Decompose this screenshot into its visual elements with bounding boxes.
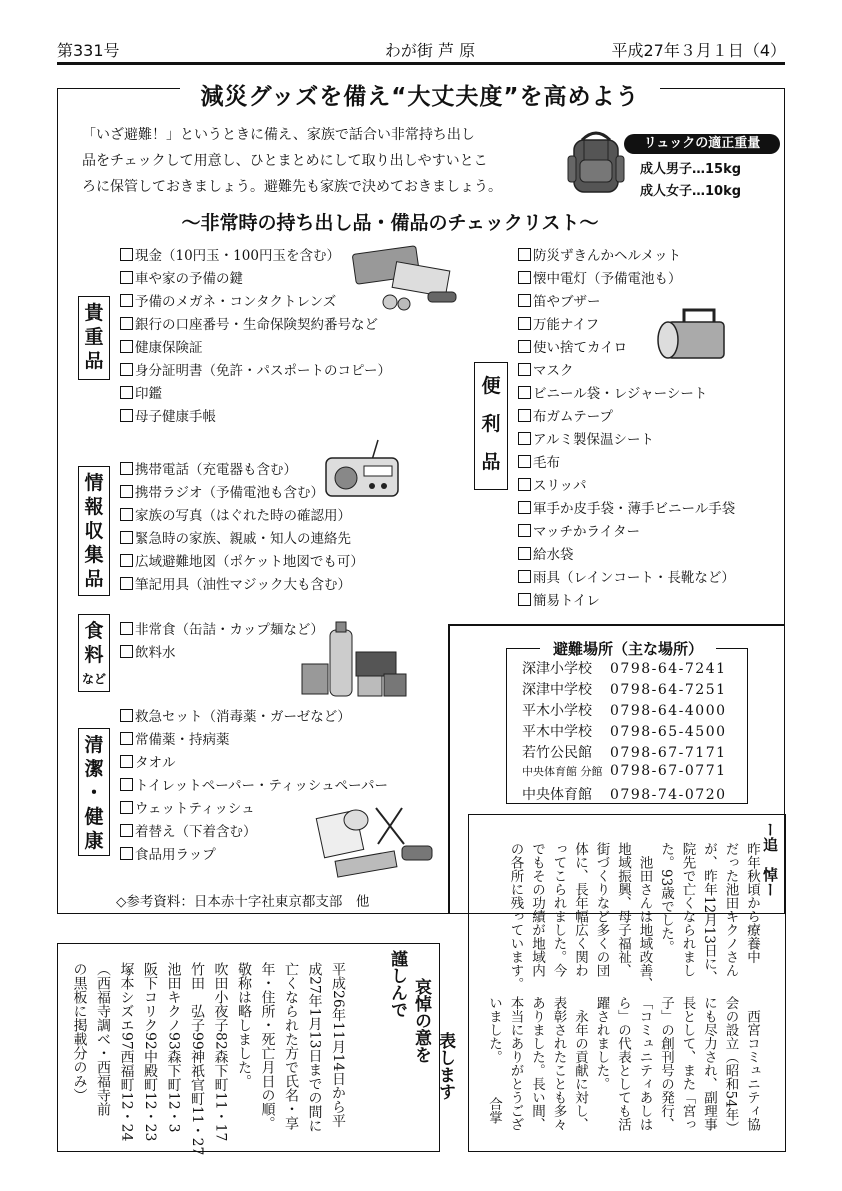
category-char: 貴 — [84, 302, 104, 324]
evac-name: 平木中学校 — [522, 724, 592, 740]
checklist-item-label: 身分証明書（免許・パスポートのコピー） — [135, 363, 391, 379]
checkbox[interactable] — [120, 317, 133, 330]
evac-name: 中央体育館 — [522, 787, 592, 803]
checkbox[interactable] — [518, 363, 531, 376]
checkbox[interactable] — [518, 271, 531, 284]
checklist-item-label: 家族の写真（はぐれた時の確認用） — [135, 508, 351, 524]
checklist-item-label: 携帯電話（充電器も含む） — [135, 462, 297, 478]
backpack-weight-female: 成人女子…10kg — [640, 184, 742, 199]
checklist-item[interactable] — [518, 475, 735, 498]
checklist-item-label: 万能ナイフ — [533, 317, 600, 333]
evac-name: 深津小学校 — [522, 661, 592, 677]
obituary-column: 街づくりなど多くの団 — [593, 842, 610, 977]
checklist-item[interactable] — [518, 498, 735, 521]
checkbox[interactable] — [518, 501, 531, 514]
intro-line: 「いざ避難！」というときに備え、家族で話合い非常持ち出し — [82, 127, 475, 143]
checklist-item[interactable] — [518, 360, 735, 383]
checklist-item[interactable] — [120, 406, 391, 429]
checklist-item-label: 予備のメガネ・コンタクトレンズ — [135, 294, 337, 310]
checkbox[interactable] — [518, 248, 531, 261]
condolence-heading-3: 表します — [435, 1032, 455, 1100]
condolence-heading-2: 哀悼の意を — [411, 978, 431, 1063]
evac-row — [522, 721, 742, 741]
checklist-item-label: タオル — [135, 755, 176, 771]
checkbox[interactable] — [120, 778, 133, 791]
checklist-item-label: 非常食（缶詰・カップ麺など） — [135, 622, 324, 638]
obituary-column: 院先で亡くなられまし — [679, 842, 696, 977]
checkbox[interactable] — [120, 709, 133, 722]
obituary-column: 本当にありがとうござ — [507, 996, 524, 1131]
category-char: 料 — [84, 644, 104, 666]
checklist-item[interactable] — [120, 383, 391, 406]
checklist-item-label: スリッパ — [533, 478, 587, 494]
evac-name: 中央体育館 分館 — [522, 765, 603, 778]
condolence-column: 成27年1月13日までの間に — [306, 962, 323, 1133]
category-char: 情 — [84, 472, 104, 494]
checklist-item-label: ビニール袋・レジャーシート — [533, 386, 708, 402]
food-cans-icon — [298, 622, 410, 700]
checklist-item-label: アルミ製保温シート — [533, 432, 654, 448]
obituary-column: 会の設立（昭和54年） — [722, 996, 739, 1135]
checkbox[interactable] — [120, 732, 133, 745]
checkbox[interactable] — [518, 524, 531, 537]
checklist-item-label: マスク — [533, 363, 574, 379]
checklist-item[interactable] — [518, 406, 735, 429]
checklist-item-label: 車や家の予備の鍵 — [135, 271, 243, 287]
condolence-column: 平成26年11月14日から平 — [330, 962, 346, 1128]
checklist-item-label: 現金（10円玉・100円玉を含む） — [135, 248, 340, 264]
category-info — [78, 466, 110, 596]
checkbox[interactable] — [120, 801, 133, 814]
checkbox[interactable] — [120, 294, 133, 307]
category-char: 清 — [84, 734, 104, 756]
checklist-item-label: 着替え（下着含む） — [135, 824, 257, 840]
issue-number: 第331号 — [57, 41, 120, 60]
radio-icon — [322, 440, 402, 498]
backpack-weight-male: 成人男子…15kg — [640, 162, 742, 177]
evac-name: 若竹公民館 — [522, 745, 592, 761]
condolence-column: 敬称は略しました。 — [236, 962, 252, 1088]
evac-top-rule — [448, 624, 785, 626]
checklist-item-label: 母子健康手帳 — [135, 409, 216, 425]
evac-row — [522, 658, 742, 678]
paper-name: わが街 芦 原 — [384, 41, 476, 60]
checklist-title: 〜非常時の持ち出し品・備品のチェックリスト〜 — [181, 212, 599, 234]
checklist-item[interactable] — [120, 551, 364, 574]
category-food — [78, 614, 110, 692]
condolence-column: 阪下コリク92中殿町12・23 — [142, 962, 158, 1142]
reference-note: ◇参考資料：日本赤十字社東京都支部 他 — [116, 894, 370, 910]
evac-row — [522, 742, 742, 762]
evac-name: 平木小学校 — [522, 703, 592, 719]
checklist-item-label: 給水袋 — [533, 547, 574, 563]
checklist-item[interactable] — [120, 505, 364, 528]
checkbox[interactable] — [120, 824, 133, 837]
obituary-column: 池田さんは地域改善、 — [636, 842, 653, 991]
obituary-column: の各所に残っています。 — [507, 842, 524, 991]
obituary-column: ってこられました。今 — [550, 842, 567, 977]
category-char: 品 — [84, 350, 104, 372]
checklist-item-label: 食品用ラップ — [135, 847, 216, 863]
checklist-item[interactable] — [120, 752, 388, 775]
checkbox[interactable] — [518, 432, 531, 445]
obituary-column: 西宮コミュニティ協 — [744, 996, 760, 1131]
issue-date: 平成27年３月１日（4） — [611, 41, 786, 60]
checklist-item-label: トイレットペーパー・ティッシュペーパー — [135, 778, 388, 794]
condolence-column: の黒板に掲載分のみ） — [71, 962, 88, 1102]
intro-line: 品をチェックして用意し、ひとまとめにして取り出しやすいとこ — [82, 153, 488, 169]
checkbox[interactable] — [120, 485, 133, 498]
checkbox[interactable] — [120, 645, 133, 658]
checklist-item-label: 軍手か皮手袋・薄手ビニール手袋 — [533, 501, 736, 517]
evac-name: 深津中学校 — [522, 682, 592, 698]
obituary-heading: ー追 悼ー — [761, 822, 779, 897]
checklist-item-label: 毛布 — [533, 455, 560, 471]
condolence-column: 竹田 弘子99神祇官町11・27 — [189, 962, 205, 1156]
category-convenience — [474, 362, 508, 490]
obituary-column: 子」の創刊号の発行、 — [658, 996, 674, 1131]
category-char-small: など — [81, 672, 106, 686]
evac-phone: 0798-64-4000 — [610, 703, 727, 719]
checklist-item[interactable] — [120, 314, 391, 337]
checkbox[interactable] — [120, 340, 133, 353]
obituary-column: 「コミュニティあしは — [636, 996, 653, 1131]
checklist-item-label: マッチかライター — [533, 524, 641, 540]
obituary-column: が、昨年12月13日に、 — [701, 842, 717, 985]
checklist-item[interactable] — [518, 590, 735, 613]
obituary-column: にも尽力され、副理事 — [701, 996, 717, 1131]
evac-phone: 0798-74-0720 — [610, 787, 727, 803]
obituary-column: だった池田キクノさん — [722, 842, 739, 977]
backpack-weight-label: リュックの適正重量 — [624, 134, 780, 154]
checkbox[interactable] — [120, 531, 133, 544]
checklist-item-label: 簡易トイレ — [533, 593, 600, 609]
checkbox[interactable] — [120, 271, 133, 284]
checkbox[interactable] — [518, 593, 531, 606]
main-title: 減災グッズを備え“大丈夫度”を高めよう — [180, 78, 660, 111]
checkbox[interactable] — [518, 386, 531, 399]
checkbox[interactable] — [518, 455, 531, 468]
evac-phone: 0798-64-7251 — [610, 682, 727, 698]
checklist-item[interactable] — [120, 642, 324, 665]
checklist-item[interactable] — [518, 452, 735, 475]
category-char: 重 — [84, 326, 104, 348]
obituary-column: 地域振興、母子福祉、 — [615, 842, 631, 977]
checkbox[interactable] — [120, 386, 133, 399]
category-char: 潔 — [84, 758, 104, 780]
backpack-icon — [566, 126, 626, 196]
obituary-column: ありました。長い間、 — [529, 996, 545, 1131]
condolence-heading-1: 謹しんで — [387, 950, 407, 1018]
checklist-item-label: 防災ずきんかヘルメット — [533, 248, 682, 264]
checklist-item[interactable] — [120, 729, 388, 752]
checklist-item-label: 緊急時の家族、親戚・知人の連絡先 — [135, 531, 351, 547]
first-aid-icon — [316, 800, 436, 882]
condolence-column: （西福寺調べ・西福寺前 — [95, 962, 111, 1116]
checklist-item[interactable] — [120, 337, 391, 360]
checklist-item-label: ウェットティッシュ — [135, 801, 255, 817]
convenience-list — [518, 245, 735, 613]
category-char: ・ — [84, 782, 104, 804]
obituary-column: 永年の貢献に対し、 — [572, 996, 588, 1131]
condolence-column: 池田キクノ93森下町12・3 — [165, 962, 182, 1133]
checklist-item-label: 懐中電灯（予備電池も） — [533, 271, 682, 287]
checklist-item-label: 使い捨てカイロ — [533, 340, 628, 356]
checkbox[interactable] — [120, 462, 133, 475]
evac-phone: 0798-67-0771 — [610, 763, 727, 779]
checklist-item-label: 広域避難地図（ポケット地図でも可） — [135, 554, 364, 570]
checklist-item-label: 常備薬・持病薬 — [135, 732, 230, 748]
condolence-column: 亡くなられた方で氏名・享 — [283, 962, 299, 1130]
checklist-item-label: 銀行の口座番号・生命保険契約番号など — [135, 317, 378, 333]
checkbox[interactable] — [120, 622, 133, 635]
category-char: 利 — [481, 413, 501, 435]
flashlight-icon — [654, 308, 728, 362]
category-char: 報 — [84, 496, 104, 518]
evac-row — [522, 784, 742, 804]
condolence-column: 塚本シズエ97西福町12・24 — [118, 962, 135, 1142]
category-valuables — [78, 296, 110, 380]
evac-row — [522, 763, 742, 779]
category-char: 健 — [84, 806, 104, 828]
obituary-column: 昨年秋頃から療養中 — [744, 842, 760, 964]
food-list — [120, 619, 324, 665]
checklist-item[interactable] — [518, 268, 735, 291]
checkbox[interactable] — [120, 508, 133, 521]
checklist-item-label: 雨具（レインコート・長靴など） — [533, 570, 735, 586]
obituary-column: 長として、また「宮っ — [679, 996, 696, 1131]
evac-title: 避難場所（主な場所） — [540, 638, 716, 659]
checklist-item[interactable] — [120, 574, 364, 597]
category-char: 食 — [84, 620, 104, 642]
category-hygiene — [78, 728, 110, 856]
checklist-item[interactable] — [120, 528, 364, 551]
checklist-item-label: 布ガムテープ — [533, 409, 614, 425]
checklist-item-label: 笛やブザー — [533, 294, 601, 310]
obituary-column: ら」の代表としても活 — [615, 996, 631, 1131]
checklist-item-label: 印鑑 — [135, 386, 162, 402]
evac-phone: 0798-67-7171 — [610, 745, 727, 761]
checklist-item[interactable] — [518, 245, 735, 268]
checkbox[interactable] — [120, 409, 133, 422]
checkbox[interactable] — [120, 577, 133, 590]
evac-side — [784, 88, 786, 626]
checklist-item[interactable] — [120, 775, 388, 798]
evac-phone: 0798-64-7241 — [610, 661, 727, 677]
intro-text — [82, 122, 542, 200]
intro-line: ろに保管しておきましょう。避難先も家族で決めておきましょう。 — [82, 179, 502, 195]
evac-row — [522, 700, 742, 720]
category-char: 品 — [481, 451, 501, 473]
obituary-column: 体に、長年幅広く関わ — [572, 842, 588, 977]
evac-left-rule — [448, 624, 450, 914]
checkbox[interactable] — [120, 363, 133, 376]
checkbox[interactable] — [518, 409, 531, 422]
obituary-column: 躍されました。 — [593, 996, 610, 1091]
obituary-column: た。93歳でした。 — [658, 842, 674, 954]
checklist-item-label: 救急セット（消毒薬・ガーゼなど） — [135, 709, 351, 725]
checklist-item[interactable] — [120, 360, 391, 383]
category-char: 集 — [84, 544, 104, 566]
checklist-item[interactable] — [518, 429, 735, 452]
checkbox[interactable] — [518, 478, 531, 491]
checkbox[interactable] — [518, 547, 531, 560]
obituary-column: でもその功績が地域内 — [529, 842, 545, 977]
evac-row — [522, 679, 742, 699]
checkbox[interactable] — [518, 340, 531, 353]
checkbox[interactable] — [518, 570, 531, 583]
condolence-column: 年・住所・死亡月日の順。 — [259, 962, 276, 1130]
checklist-item-label: 携帯ラジオ（予備電池も含む） — [135, 485, 324, 501]
evac-phone: 0798-65-4500 — [610, 724, 727, 740]
checklist-item-label: 健康保険証 — [135, 340, 203, 356]
checkbox[interactable] — [120, 847, 133, 860]
checkbox[interactable] — [120, 248, 133, 261]
category-char: 品 — [84, 568, 104, 590]
checklist-item[interactable] — [518, 383, 735, 406]
obituary-column: いました。 合掌 — [486, 996, 502, 1125]
checklist-item[interactable] — [518, 521, 735, 544]
obituary-column: 表彰されたことも多々 — [550, 996, 567, 1131]
checkbox[interactable] — [518, 294, 531, 307]
checkbox[interactable] — [120, 755, 133, 768]
checklist-item-label: 筆記用具（油性マジック大も含む） — [135, 577, 351, 593]
checklist-item[interactable] — [518, 567, 735, 590]
checklist-item[interactable] — [120, 619, 324, 642]
checklist-item[interactable] — [120, 706, 388, 729]
header-rule — [57, 62, 785, 65]
category-char: 収 — [84, 520, 104, 542]
checklist-item[interactable] — [518, 544, 735, 567]
checkbox[interactable] — [518, 317, 531, 330]
category-char: 便 — [481, 375, 501, 397]
money-wallet-icon — [350, 246, 460, 312]
category-char: 康 — [84, 830, 104, 852]
checklist-item-label: 飲料水 — [135, 645, 176, 661]
checkbox[interactable] — [120, 554, 133, 567]
condolence-column: 吹田小夜子82森下町11・17 — [212, 962, 229, 1142]
